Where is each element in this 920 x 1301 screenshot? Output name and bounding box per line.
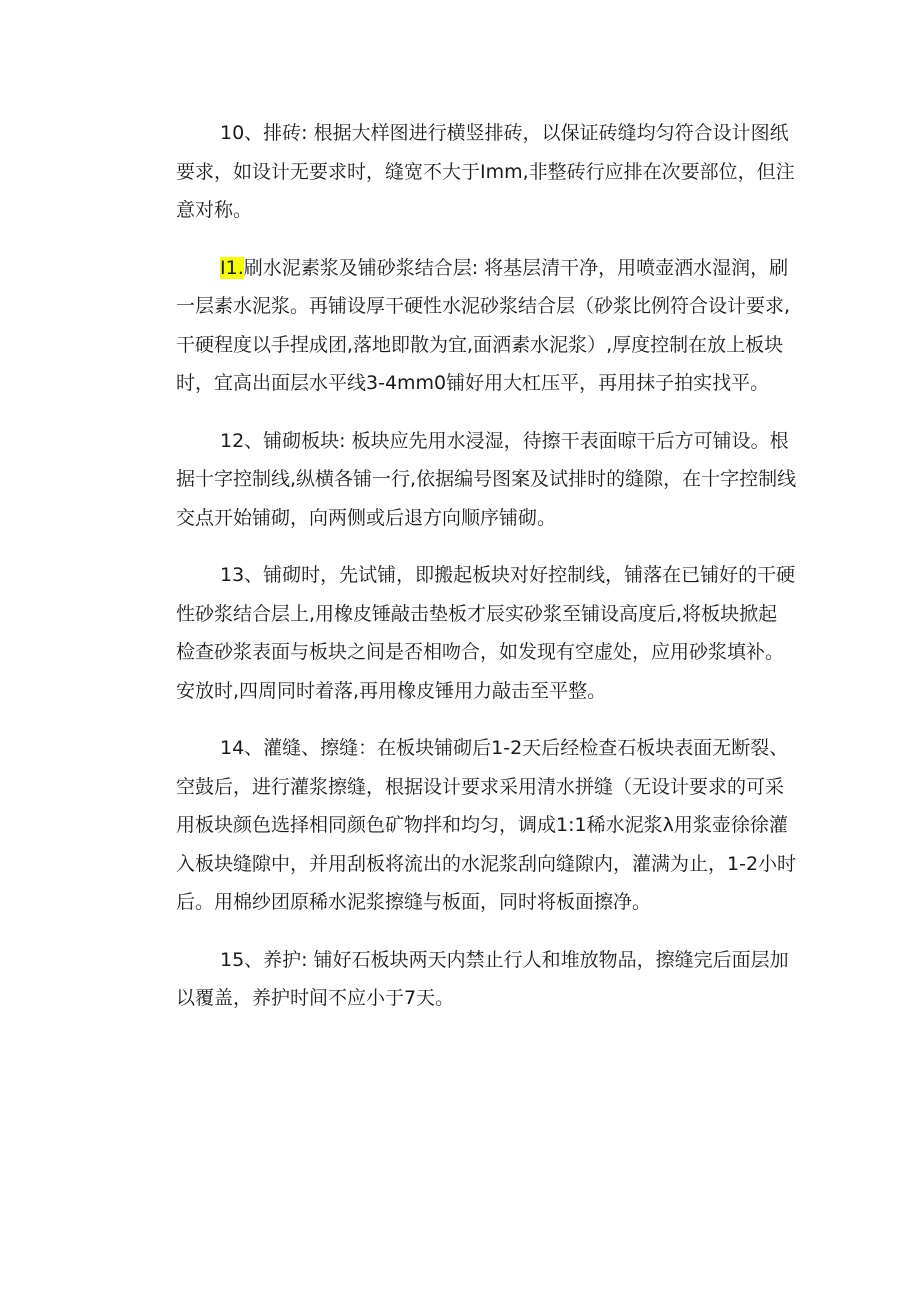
text-line: 10、排砖: 根据大样图进行横竖排砖，以保证砖缝均匀符合设计图纸 bbox=[220, 122, 789, 144]
text-line: 用板块颜色选择相同颜色矿物拌和均匀，调成1:1稀水泥浆λ用浆壶徐徐灌 bbox=[176, 814, 788, 836]
text-line-rest: 刷水泥素浆及铺砂浆结合层: 将基层清干净，用喷壶洒水湿润，刷 bbox=[243, 256, 789, 279]
text-line: 一层素水泥浆。再铺设厚干硬性水泥砂浆结合层（砂浆比例符合设计要求, bbox=[176, 295, 791, 317]
text-line: 空鼓后，进行灌浆擦缝，根据设计要求采用清水拼缝（无设计要求的可采 bbox=[176, 775, 785, 798]
text-line: 检查砂浆表面与板块之间是否相吻合，如发现有空虚处，应用砂浆填补。 bbox=[176, 641, 785, 663]
text-line: 时，宜高出面层水平线3-4mm0铺好用大杠压平，再用抹子拍实找平。 bbox=[176, 372, 770, 394]
highlighted-number: I1. bbox=[220, 256, 244, 279]
text-line: 安放时,四周同时着落,再用橡皮锤用力敲击至平整。 bbox=[176, 679, 607, 702]
text-line: 性砂浆结合层上,用橡皮锤敲击垫板才辰实砂浆至铺设高度后,将板块掀起 bbox=[176, 602, 778, 625]
text-line: 15、养护: 铺好石板块两天内禁止行人和堆放物品，擦缝完后面层加 bbox=[220, 948, 789, 971]
text-line: 14、灌缝、擦缝：在板块铺砌后1-2天后经检查石板块表面无断裂、 bbox=[220, 737, 789, 759]
text-line: 入板块缝隙中，并用刮板将流出的水泥浆刮向缝隙内，灌满为止，1-2小时 bbox=[176, 852, 797, 875]
text-line: 交点开始铺砌，向两侧或后退方向顺序铺砌。 bbox=[176, 506, 557, 529]
text-line: 后。用棉纱团原稀水泥浆擦缝与板面，同时将板面擦净。 bbox=[176, 891, 652, 913]
text-line: 据十字控制线,纵横各铺一行,依据编号图案及试排时的缝隙，在十字控制线 bbox=[176, 468, 797, 490]
document-body bbox=[138, 114, 797, 1037]
paragraph-13 bbox=[138, 556, 796, 710]
paragraph-14 bbox=[138, 729, 797, 922]
text-line: 12、铺砌板块: 板块应先用水浸湿，待擦干表面晾干后方可铺设。根 bbox=[220, 429, 789, 452]
text-line: 干硬程度以手捏成团,落地即散为宜,面洒素水泥浆）,厚度控制在放上板块 bbox=[176, 333, 784, 356]
text-line-with-highlight bbox=[138, 249, 789, 288]
paragraph-12 bbox=[138, 422, 797, 538]
text-line: 意对称。 bbox=[176, 199, 253, 221]
text-line: 以覆盖，养护时间不应小于7天。 bbox=[176, 987, 455, 1009]
paragraph-11 bbox=[138, 249, 791, 403]
paragraph-10 bbox=[138, 114, 795, 230]
text-line: 要求，如设计无要求时，缝宽不大于Imm,非整砖行应排在次要部位，但注 bbox=[176, 160, 795, 183]
text-line: 13、铺砌时，先试铺，即搬起板块对好控制线，铺落在已铺好的干硬 bbox=[220, 564, 796, 586]
paragraph-15 bbox=[138, 941, 789, 1018]
